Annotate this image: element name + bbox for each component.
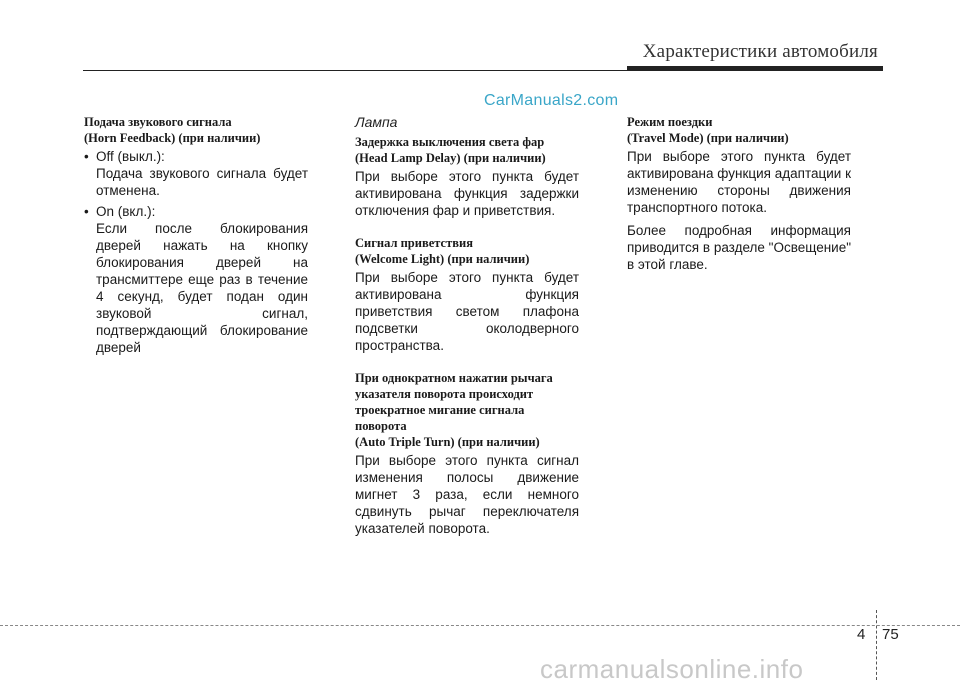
heading-line: троекратное мигание сигнала поворота <box>355 403 525 433</box>
auto-triple-turn-heading <box>355 370 579 450</box>
bullet-item-off <box>84 148 308 199</box>
footer-divider <box>0 625 960 626</box>
page-number: 75 <box>882 626 899 643</box>
welcome-light-text: При выборе этого пункта будет активирована функция приветствия светом плафона подсветки околодверного пространства. <box>355 270 579 353</box>
heading-line: (Travel Mode) (при наличии) <box>627 131 789 145</box>
column-horn-feedback <box>84 114 308 360</box>
heading-line: Сигнал приветствия <box>355 236 473 250</box>
heading-line: При однократном нажатии рычага <box>355 371 553 385</box>
chapter-number: 4 <box>857 626 866 643</box>
bullet-label: Off (выкл.): <box>96 149 165 164</box>
page-number-separator <box>876 610 877 680</box>
travel-mode-heading <box>627 114 851 146</box>
bullet-text: Если после блокирования дверей нажать на кнопку блокирования дверей на трансмиттере еще раз в течение 4 секунд, будет подан один звуковой сигнал, подтверждающий блокирование дверей <box>96 221 308 355</box>
travel-mode-text: При выборе этого пункта будет активирована функция адаптации к изменению стороны движения транспортного потока. <box>627 149 851 215</box>
bullet-icon: • <box>84 204 89 219</box>
heading-line: Подача звукового сигнала <box>84 115 232 129</box>
bullet-icon: • <box>84 149 89 164</box>
page-header-title: Характеристики автомобиля <box>642 41 878 62</box>
horn-feedback-heading <box>84 114 308 146</box>
heading-line: Режим поездки <box>627 115 713 129</box>
welcome-light-heading <box>355 235 579 267</box>
column-travel-mode <box>627 114 851 283</box>
watermark-bottom-link[interactable]: carmanualsonline.info <box>540 654 804 684</box>
auto-triple-turn-text: При выборе этого пункта сигнал изменения полосы движение мигнет 3 раза, если немного сдвинуть рычаг переключателя указателей поворота. <box>355 453 579 536</box>
heading-line: (Welcome Light) (при наличии) <box>355 252 530 266</box>
bullet-label: On (вкл.): <box>96 204 156 219</box>
header-rule-thin <box>83 70 883 71</box>
heading-line: (Auto Triple Turn) (при наличии) <box>355 435 540 449</box>
head-lamp-delay-heading <box>355 134 579 166</box>
travel-mode-reference: Более подробная информация приводится в разделе "Освещение" в этой главе. <box>627 223 851 272</box>
heading-line: указателя поворота происходит <box>355 387 534 401</box>
bullet-item-on <box>84 203 308 356</box>
section-title-lamp: Лампа <box>355 114 398 130</box>
heading-line: Задержка выключения света фар <box>355 135 545 149</box>
watermark-top-link[interactable]: CarManuals2.com <box>484 92 619 109</box>
heading-line: (Head Lamp Delay) (при наличии) <box>355 151 546 165</box>
head-lamp-delay-text: При выборе этого пункта будет активирована функция задержки отключения фар и приветствия. <box>355 169 579 218</box>
bullet-text: Подача звукового сигнала будет отменена. <box>96 166 308 198</box>
column-lamp <box>355 114 579 547</box>
heading-line: (Horn Feedback) (при наличии) <box>84 131 261 145</box>
